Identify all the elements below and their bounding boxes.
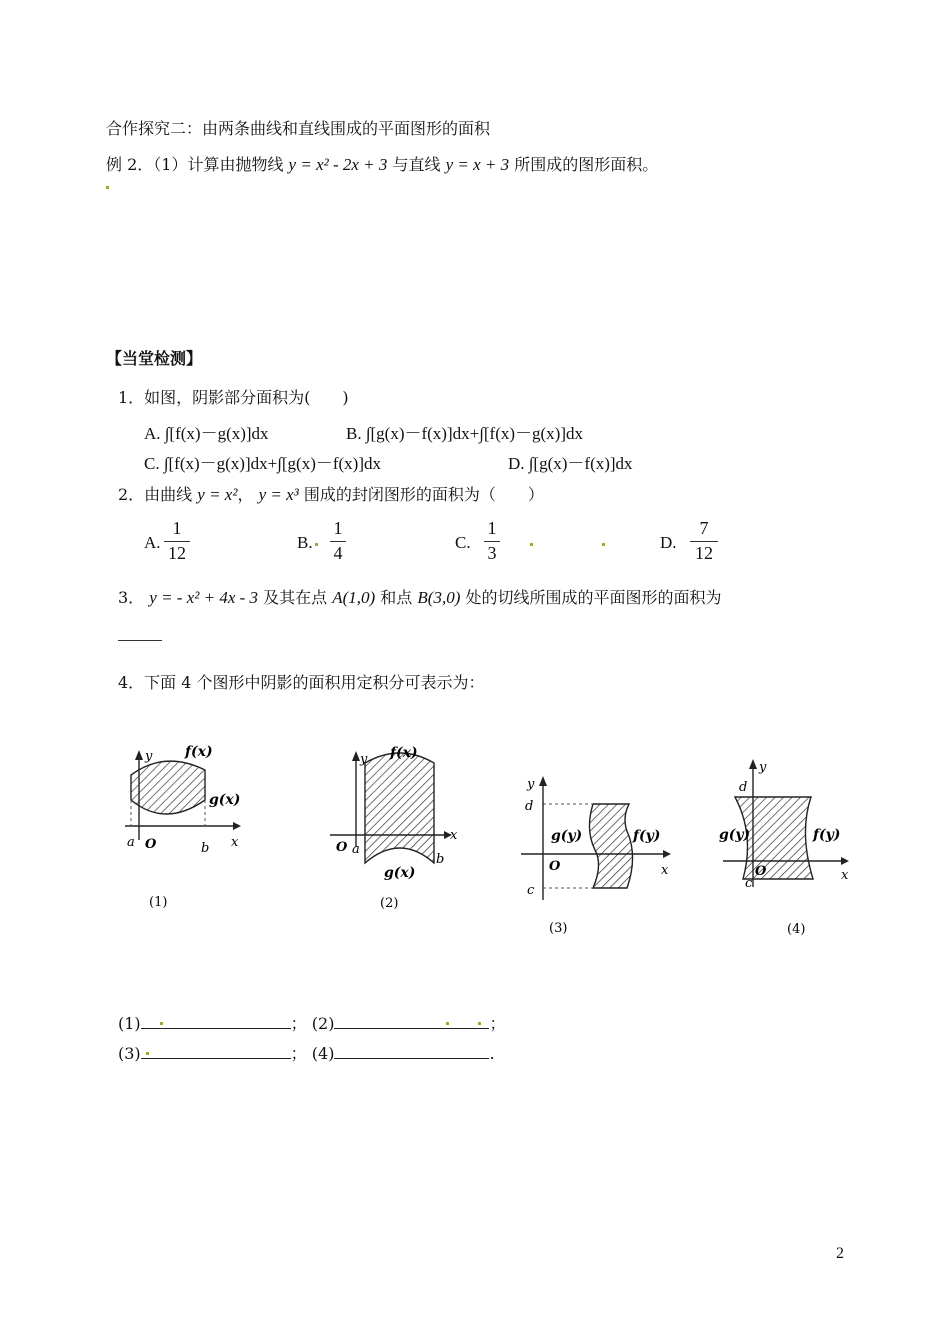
- x-label: x: [231, 835, 239, 850]
- origin-label: O: [145, 837, 157, 852]
- marker-dot: [146, 1052, 149, 1055]
- q2-b-num: 1: [333, 518, 343, 538]
- q2-c-num: 1: [487, 518, 497, 538]
- q2-d-den: 12: [695, 543, 713, 563]
- q2-b-den: 4: [333, 543, 343, 563]
- f-label: f(y): [813, 827, 841, 843]
- x-label: x: [841, 868, 849, 883]
- q1-stem: 1．如图，阴影部分面积为( ): [118, 388, 349, 407]
- q2-d-num: 7: [699, 518, 709, 538]
- f-label: f(x): [390, 745, 418, 761]
- marker-dot: [530, 543, 533, 546]
- q2-option-b-fraction: [330, 518, 346, 565]
- x-label: x: [661, 863, 669, 878]
- q2-option-b-label: B.: [297, 533, 313, 552]
- q2-sep: ，: [237, 485, 254, 504]
- d-label: d: [739, 780, 748, 795]
- shaded-region: [365, 753, 434, 863]
- figure-caption: (4): [787, 922, 806, 937]
- q2-stem: [118, 482, 544, 505]
- q2-option-d-fraction: [690, 518, 718, 565]
- marker-dot: [602, 543, 605, 546]
- q2-curve-1: y = x²: [197, 485, 238, 504]
- figure-1: [115, 740, 255, 915]
- parabola-equation: y = x² - 2x + 3: [288, 155, 388, 174]
- q1-option-c: C. ∫[f(x)－g(x)]dx+∫[g(x)－f(x)]dx: [144, 454, 381, 473]
- marker-dot: [315, 543, 318, 546]
- page-number: 2: [836, 1245, 844, 1262]
- q2-curve-2: y = x³: [258, 485, 299, 504]
- figure-3: [515, 770, 680, 940]
- c-label: c: [745, 876, 753, 891]
- q2-option-c-label: C.: [455, 533, 471, 552]
- marker-dot: [160, 1022, 163, 1025]
- g-label: g(x): [384, 865, 416, 881]
- figure-2: [320, 735, 470, 915]
- origin-label: O: [336, 840, 348, 855]
- marker-dot: [106, 186, 109, 189]
- b-label: b: [201, 841, 210, 856]
- marker-dot: [478, 1022, 481, 1025]
- answer-4-end: .: [489, 1044, 495, 1063]
- shaded-region: [131, 761, 205, 814]
- y-label: y: [360, 752, 368, 767]
- q2-a-num: 1: [172, 518, 182, 538]
- g-label: g(x): [209, 792, 241, 808]
- c-label: c: [527, 883, 535, 898]
- answer-3-label: (3): [118, 1044, 141, 1063]
- figure-caption: (3): [549, 921, 568, 936]
- example-prefix: 例 2．（1）计算由抛物线: [106, 155, 284, 174]
- f-label: f(x): [185, 744, 213, 760]
- q4-stem: 4．下面 4 个图形中阴影的面积用定积分可表示为：: [118, 673, 485, 692]
- y-label: y: [527, 777, 535, 792]
- answer-1-label: (1): [118, 1014, 141, 1033]
- q1-option-b: B. ∫[g(x)－f(x)]dx+∫[f(x)－g(x)]dx: [346, 424, 583, 443]
- check-title: 【当堂检测】: [106, 349, 203, 368]
- q2-option-a-fraction: [164, 518, 190, 565]
- answer-2-end: ；: [489, 1014, 506, 1033]
- answer-2-label: (2): [311, 1014, 335, 1033]
- q1-option-d: D. ∫[g(x)－f(x)]dx: [508, 454, 633, 473]
- q2-option-d-label: D.: [660, 533, 677, 552]
- q3-mid-2: 和点: [380, 588, 413, 607]
- q1-option-a: A. ∫[f(x)－g(x)]dx: [144, 424, 269, 443]
- q3-mid-1: 及其在点: [263, 588, 328, 607]
- shaded-region: [589, 804, 632, 888]
- q3-stem: [118, 585, 721, 608]
- answer-1-end: ；: [290, 1014, 307, 1033]
- x-label: x: [450, 828, 458, 843]
- origin-label: O: [755, 864, 767, 879]
- answer-1-blank[interactable]: [141, 1012, 291, 1029]
- answer-4-label: (4): [311, 1044, 335, 1063]
- example-2: [106, 152, 658, 175]
- q3-point-a: A(1,0): [332, 588, 376, 607]
- q3-suffix: 处的切线所围成的平面图形的面积为: [465, 588, 722, 607]
- q2-c-den: 3: [487, 543, 497, 563]
- answer-3-end: ；: [290, 1044, 307, 1063]
- origin-label: O: [549, 859, 561, 874]
- a-label: a: [352, 842, 360, 857]
- b-label: b: [436, 852, 445, 867]
- answer-line-2: [118, 1041, 495, 1064]
- answer-2-blank[interactable]: [334, 1012, 489, 1029]
- answer-3-blank[interactable]: [141, 1042, 291, 1059]
- answer-4-blank[interactable]: [334, 1042, 489, 1059]
- example-suffix: 所围成的图形面积。: [514, 155, 659, 174]
- q3-point-b: B(3,0): [417, 588, 461, 607]
- g-label: g(y): [551, 828, 583, 844]
- figure-caption: (1): [149, 895, 168, 910]
- g-label: g(y): [719, 827, 751, 843]
- q3-answer-blank[interactable]: [118, 640, 162, 641]
- q2-stem-a: 2．由曲线: [118, 485, 193, 504]
- figure-caption: (2): [380, 896, 399, 911]
- example-mid: 与直线: [392, 155, 441, 174]
- q2-option-a-label: A.: [144, 533, 161, 552]
- q3-prefix: 3．: [118, 588, 145, 607]
- y-label: y: [145, 749, 153, 764]
- y-label: y: [759, 760, 767, 775]
- marker-dot: [446, 1022, 449, 1025]
- line-equation: y = x + 3: [445, 155, 510, 174]
- figure-4: [715, 755, 860, 940]
- q2-a-den: 12: [168, 543, 186, 563]
- a-label: a: [127, 835, 135, 850]
- q2-stem-b: 围成的封闭图形的面积为（ ）: [303, 485, 544, 504]
- f-label: f(y): [633, 828, 661, 844]
- d-label: d: [525, 799, 534, 814]
- q3-equation: y = - x² + 4x - 3: [149, 588, 259, 607]
- q2-option-c-fraction: [484, 518, 500, 565]
- section-title: 合作探究二：由两条曲线和直线围成的平面图形的面积: [106, 119, 491, 138]
